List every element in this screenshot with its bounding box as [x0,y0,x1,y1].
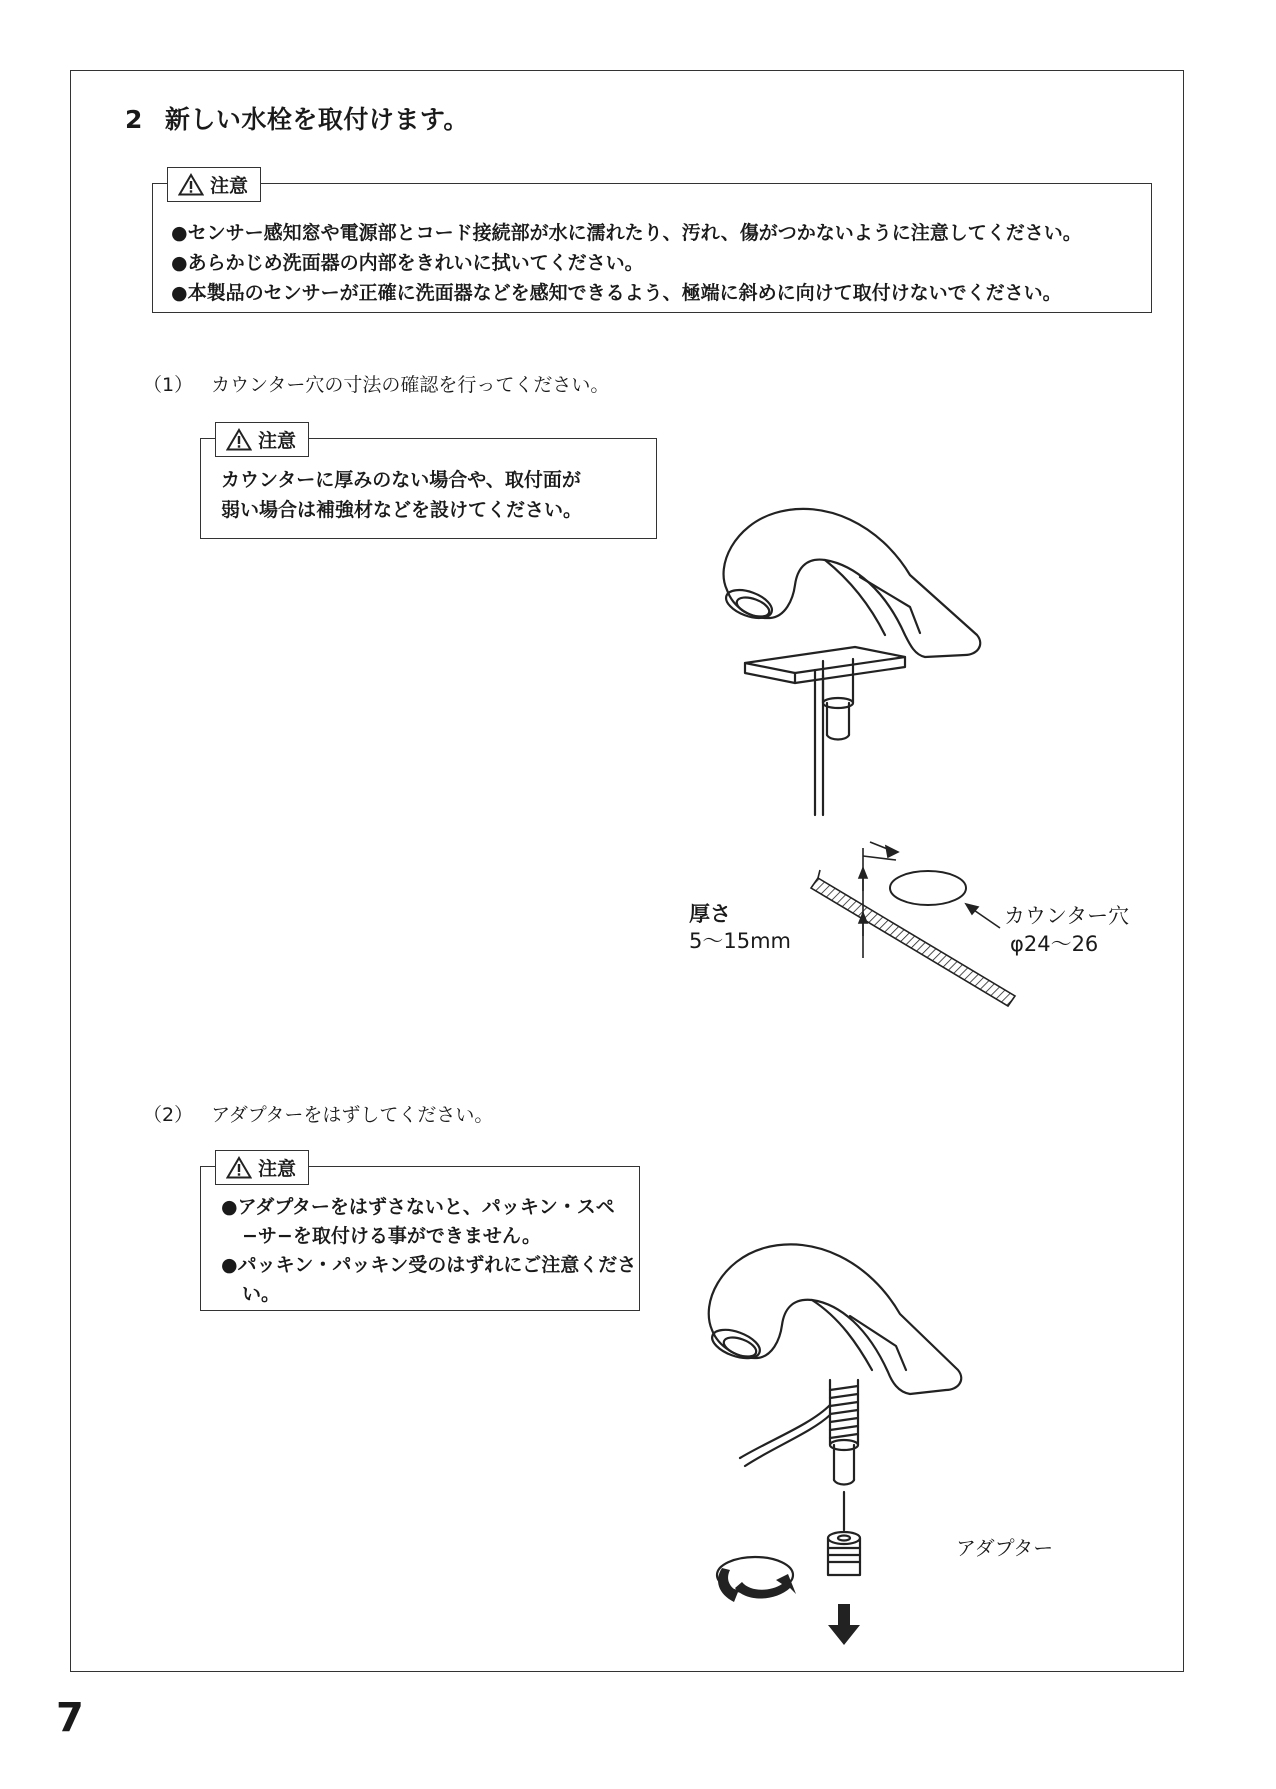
warning-icon [226,428,252,451]
thickness-value: 5〜15mm [689,929,791,953]
counter-hole-diagram [800,838,1030,1008]
warning-icon [226,1156,252,1179]
caution-tab [215,1150,309,1185]
step-heading [125,100,469,136]
caution-item: ●アダプターをはずさないと、パッキン・スペ−サ−を取付ける事ができません。 [221,1196,615,1247]
substep-text: アダプターをはずしてください。 [211,1104,494,1126]
hole-value: φ24〜26 [1010,932,1099,956]
caution-box-main [152,175,1152,313]
step-number: 2 [125,105,143,134]
caution-box-substep2 [200,1158,640,1311]
adapter-label: アダプター [956,1536,1054,1560]
caution-line: 弱い場合は補強材などを設けてください。 [221,499,583,521]
step-title: 新しい水栓を取付けます。 [164,105,469,134]
substep-number: （2） [143,1104,194,1126]
caution-item: ●パッキン・パッキン受のはずれにご注意ください。 [221,1254,637,1305]
caution-label: 注意 [210,175,249,197]
caution-item: ●あらかじめ洗面器の内部をきれいに拭いてください。 [171,252,644,274]
substep-text: カウンター穴の寸法の確認を行ってください。 [211,374,610,396]
caution-label: 注意 [258,1158,297,1180]
caution-tab [167,167,261,202]
page-number: 7 [56,1695,84,1741]
caution-tab [215,422,309,457]
thickness-label: 厚さ [689,902,731,926]
faucet-illustration-2 [700,1230,1000,1650]
caution-item: ●本製品のセンサーが正確に洗面器などを感知できるよう、極端に斜めに向けて取付けないでください。 [171,282,1062,304]
caution-substep1-body [221,465,582,525]
hole-label: カウンター穴 [1004,904,1130,928]
caution-box-substep1 [200,430,657,539]
caution-item: ●センサー感知窓や電源部とコード接続部が水に濡れたり、汚れ、傷がつかないように注意してください。 [171,222,1082,244]
caution-label: 注意 [258,430,297,452]
substep-number: （1） [143,374,194,396]
substep-1 [143,370,609,397]
caution-line: カウンターに厚みのない場合や、取付面が [221,469,581,491]
caution-main-body [171,218,1082,308]
faucet-illustration-1 [715,495,995,825]
caution-substep2-body [221,1193,639,1309]
substep-2 [143,1100,493,1127]
warning-icon [178,173,204,196]
